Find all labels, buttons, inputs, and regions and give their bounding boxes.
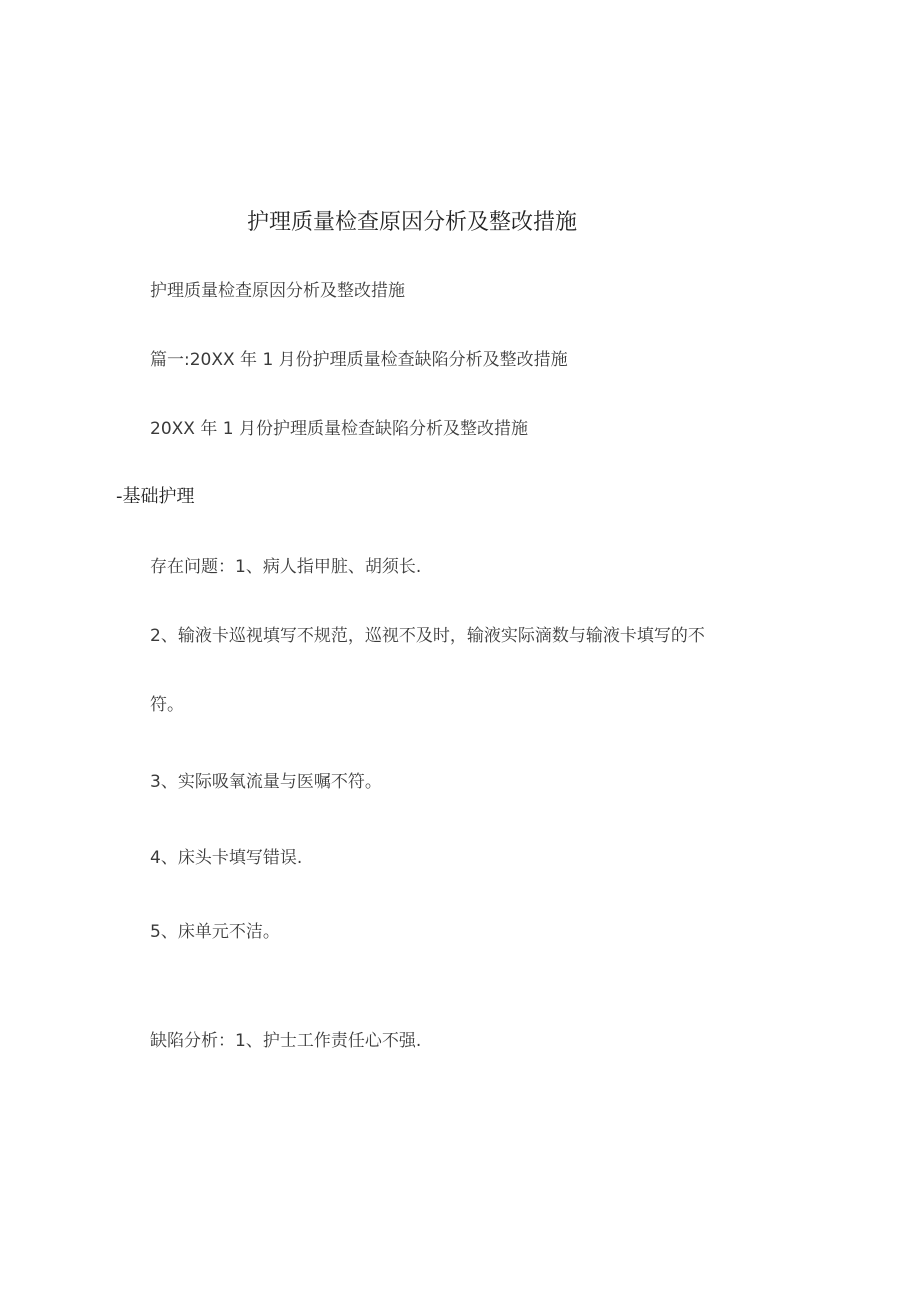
document-title: 护理质量检查原因分析及整改措施: [246, 210, 577, 235]
chapter-heading: 篇一:20XX 年 1 月份护理质量检查缺陷分析及整改措施: [150, 350, 568, 370]
defect-analysis-line: 缺陷分析：1、护士工作责任心不强.: [150, 1031, 422, 1051]
subtitle-line: 护理质量检查原因分析及整改措施: [150, 281, 405, 301]
problem-line-2-continued: 符。: [150, 695, 184, 715]
problem-line-4: 4、床头卡填写错误.: [150, 848, 303, 868]
problem-line-3: 3、实际吸氧流量与医嘱不符。: [150, 772, 382, 792]
problem-line-2: 2、输液卡巡视填写不规范，巡视不及时，输液实际滴数与输液卡填写的不: [150, 626, 705, 646]
problem-line-1: 存在问题：1、病人指甲脏、胡须长.: [150, 557, 422, 577]
problem-line-5: 5、床单元不洁。: [150, 922, 280, 942]
chapter-subheading: 20XX 年 1 月份护理质量检查缺陷分析及整改措施: [150, 419, 528, 439]
section-heading: -基础护理: [116, 486, 195, 507]
